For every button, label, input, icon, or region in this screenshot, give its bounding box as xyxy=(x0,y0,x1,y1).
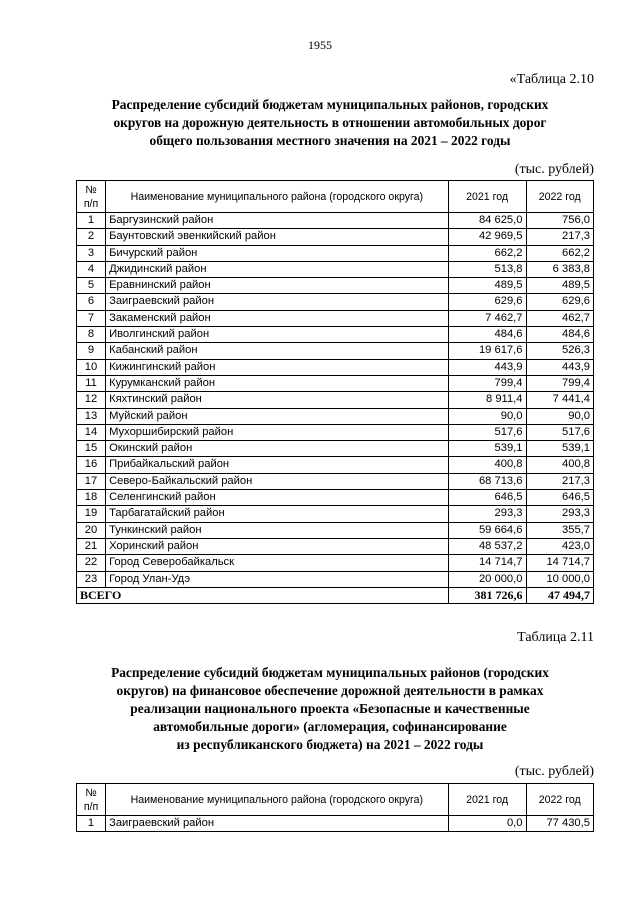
total-row xyxy=(77,587,594,603)
table-row xyxy=(77,213,594,229)
value-2021: 84 625,0 xyxy=(448,213,526,229)
table-row xyxy=(77,424,594,440)
table-label: «Таблица 2.10 xyxy=(509,72,594,87)
header-2021: 2021 год xyxy=(448,181,526,213)
value-2021: 517,6 xyxy=(448,424,526,440)
row-number: 14 xyxy=(77,424,106,440)
district-name: Джидинский район xyxy=(106,261,449,277)
value-2022: 756,0 xyxy=(526,213,594,229)
district-name: Муйский район xyxy=(106,408,449,424)
district-name: Северо-Байкальский район xyxy=(106,473,449,489)
row-number: 1 xyxy=(77,816,106,832)
table-row xyxy=(77,327,594,343)
title-line: округов) на финансовое обеспечение дорожной деятельности в рамках xyxy=(116,683,544,698)
row-number: 4 xyxy=(77,261,106,277)
value-2022: 400,8 xyxy=(526,457,594,473)
value-2022: 10 000,0 xyxy=(526,571,594,587)
value-2021: 42 969,5 xyxy=(448,229,526,245)
district-name: Баунтовский эвенкийский район xyxy=(106,229,449,245)
row-number: 11 xyxy=(77,375,106,391)
units-label: (тыс. рублей) xyxy=(514,162,594,177)
table-row xyxy=(77,506,594,522)
row-number: 2 xyxy=(77,229,106,245)
district-name: Мухоршибирский район xyxy=(106,424,449,440)
table-label: Таблица 2.11 xyxy=(517,630,594,645)
row-number: 15 xyxy=(77,441,106,457)
district-name: Кижингинский район xyxy=(106,359,449,375)
subsidy-table-2-10 xyxy=(76,180,594,604)
table-row xyxy=(77,473,594,489)
table-row xyxy=(77,571,594,587)
value-2021: 646,5 xyxy=(448,490,526,506)
row-number: 17 xyxy=(77,473,106,489)
value-2021: 293,3 xyxy=(448,506,526,522)
table-row xyxy=(77,408,594,424)
value-2022: 539,1 xyxy=(526,441,594,457)
row-number: 20 xyxy=(77,522,106,538)
district-name: Тункинский район xyxy=(106,522,449,538)
value-2021: 489,5 xyxy=(448,278,526,294)
value-2022: 77 430,5 xyxy=(526,816,594,832)
value-2022: 517,6 xyxy=(526,424,594,440)
table-row xyxy=(77,261,594,277)
district-name: Город Улан-Удэ xyxy=(106,571,449,587)
value-2021: 90,0 xyxy=(448,408,526,424)
value-2022: 629,6 xyxy=(526,294,594,310)
row-number: 5 xyxy=(77,278,106,294)
value-2021: 662,2 xyxy=(448,245,526,261)
district-name: Кяхтинский район xyxy=(106,392,449,408)
district-name: Селенгинский район xyxy=(106,490,449,506)
value-2021: 8 911,4 xyxy=(448,392,526,408)
value-2022: 90,0 xyxy=(526,408,594,424)
district-name: Заиграевский район xyxy=(106,816,449,832)
title-line: Распределение субсидий бюджетам муниципальных районов (городских xyxy=(111,665,549,680)
title-line: из республиканского бюджета) на 2021 – 2022 годы xyxy=(176,737,484,752)
value-2021: 20 000,0 xyxy=(448,571,526,587)
total-2022: 47 494,7 xyxy=(526,587,594,603)
table-row xyxy=(77,816,594,832)
table-row xyxy=(77,457,594,473)
district-name: Бичурский район xyxy=(106,245,449,261)
value-2021: 48 537,2 xyxy=(448,538,526,554)
row-number: 1 xyxy=(77,213,106,229)
value-2022: 484,6 xyxy=(526,327,594,343)
row-number: 9 xyxy=(77,343,106,359)
value-2022: 443,9 xyxy=(526,359,594,375)
value-2021: 7 462,7 xyxy=(448,310,526,326)
district-name: Кабанский район xyxy=(106,343,449,359)
table-row xyxy=(77,555,594,571)
header-num-line2: п/п xyxy=(83,800,99,813)
value-2022: 217,3 xyxy=(526,229,594,245)
value-2021: 443,9 xyxy=(448,359,526,375)
table-row xyxy=(77,310,594,326)
table-row xyxy=(77,245,594,261)
table-row xyxy=(77,522,594,538)
row-number: 22 xyxy=(77,555,106,571)
title-line: округов на дорожную деятельность в отношении автомобильных дорог xyxy=(113,115,547,130)
value-2022: 6 383,8 xyxy=(526,261,594,277)
value-2022: 462,7 xyxy=(526,310,594,326)
district-name: Город Северобайкальск xyxy=(106,555,449,571)
table-row xyxy=(77,294,594,310)
district-name: Хоринский район xyxy=(106,538,449,554)
table-row xyxy=(77,392,594,408)
value-2021: 400,8 xyxy=(448,457,526,473)
value-2021: 799,4 xyxy=(448,375,526,391)
value-2021: 59 664,6 xyxy=(448,522,526,538)
value-2021: 68 713,6 xyxy=(448,473,526,489)
header-2022: 2022 год xyxy=(526,784,594,816)
row-number: 10 xyxy=(77,359,106,375)
row-number: 3 xyxy=(77,245,106,261)
district-name: Окинский район xyxy=(106,441,449,457)
row-number: 16 xyxy=(77,457,106,473)
value-2022: 14 714,7 xyxy=(526,555,594,571)
header-num-line1: № xyxy=(85,183,97,196)
total-label: ВСЕГО xyxy=(77,587,449,603)
row-number: 19 xyxy=(77,506,106,522)
value-2021: 0,0 xyxy=(448,816,526,832)
row-number: 12 xyxy=(77,392,106,408)
header-num-line2: п/п xyxy=(83,197,99,210)
table-row xyxy=(77,538,594,554)
value-2021: 539,1 xyxy=(448,441,526,457)
value-2022: 526,3 xyxy=(526,343,594,359)
row-number: 13 xyxy=(77,408,106,424)
row-number: 18 xyxy=(77,490,106,506)
table-row xyxy=(77,441,594,457)
header-name: Наименование муниципального района (городского округа) xyxy=(106,181,449,213)
header-row xyxy=(77,181,594,213)
total-2021: 381 726,6 xyxy=(448,587,526,603)
district-name: Тарбагатайский район xyxy=(106,506,449,522)
district-name: Прибайкальский район xyxy=(106,457,449,473)
subsidy-table-2-11 xyxy=(76,783,594,832)
district-name: Закаменский район xyxy=(106,310,449,326)
header-name: Наименование муниципального района (городского округа) xyxy=(106,784,449,816)
value-2021: 484,6 xyxy=(448,327,526,343)
header-2021: 2021 год xyxy=(448,784,526,816)
district-name: Курумканский район xyxy=(106,375,449,391)
value-2022: 7 441,4 xyxy=(526,392,594,408)
table-row xyxy=(77,490,594,506)
value-2022: 217,3 xyxy=(526,473,594,489)
value-2022: 423,0 xyxy=(526,538,594,554)
header-num-line1: № xyxy=(85,786,97,799)
value-2021: 19 617,6 xyxy=(448,343,526,359)
title-line: общего пользования местного значения на 2021 – 2022 годы xyxy=(149,133,511,148)
value-2022: 293,3 xyxy=(526,506,594,522)
value-2021: 14 714,7 xyxy=(448,555,526,571)
district-name: Иволгинский район xyxy=(106,327,449,343)
header-row xyxy=(77,784,594,816)
district-name: Баргузинский район xyxy=(106,213,449,229)
table-row xyxy=(77,375,594,391)
district-name: Заиграевский район xyxy=(106,294,449,310)
header-num xyxy=(77,784,106,816)
value-2022: 355,7 xyxy=(526,522,594,538)
page-number: 1955 xyxy=(308,38,332,52)
value-2022: 646,5 xyxy=(526,490,594,506)
row-number: 23 xyxy=(77,571,106,587)
title-line: реализации национального проекта «Безопасные и качественные xyxy=(130,701,530,716)
units-label: (тыс. рублей) xyxy=(514,764,594,779)
header-2022: 2022 год xyxy=(526,181,594,213)
value-2022: 662,2 xyxy=(526,245,594,261)
district-name: Еравнинский район xyxy=(106,278,449,294)
table-row xyxy=(77,278,594,294)
title-line: автомобильные дороги» (агломерация, софинансирование xyxy=(153,719,507,734)
value-2021: 513,8 xyxy=(448,261,526,277)
value-2021: 629,6 xyxy=(448,294,526,310)
table-title xyxy=(70,96,590,150)
table-row xyxy=(77,359,594,375)
value-2022: 489,5 xyxy=(526,278,594,294)
table-title xyxy=(70,664,590,754)
header-num xyxy=(77,181,106,213)
table-row xyxy=(77,343,594,359)
value-2022: 799,4 xyxy=(526,375,594,391)
row-number: 7 xyxy=(77,310,106,326)
title-line: Распределение субсидий бюджетам муниципальных районов, городских xyxy=(111,97,549,112)
row-number: 6 xyxy=(77,294,106,310)
row-number: 8 xyxy=(77,327,106,343)
row-number: 21 xyxy=(77,538,106,554)
table-row xyxy=(77,229,594,245)
